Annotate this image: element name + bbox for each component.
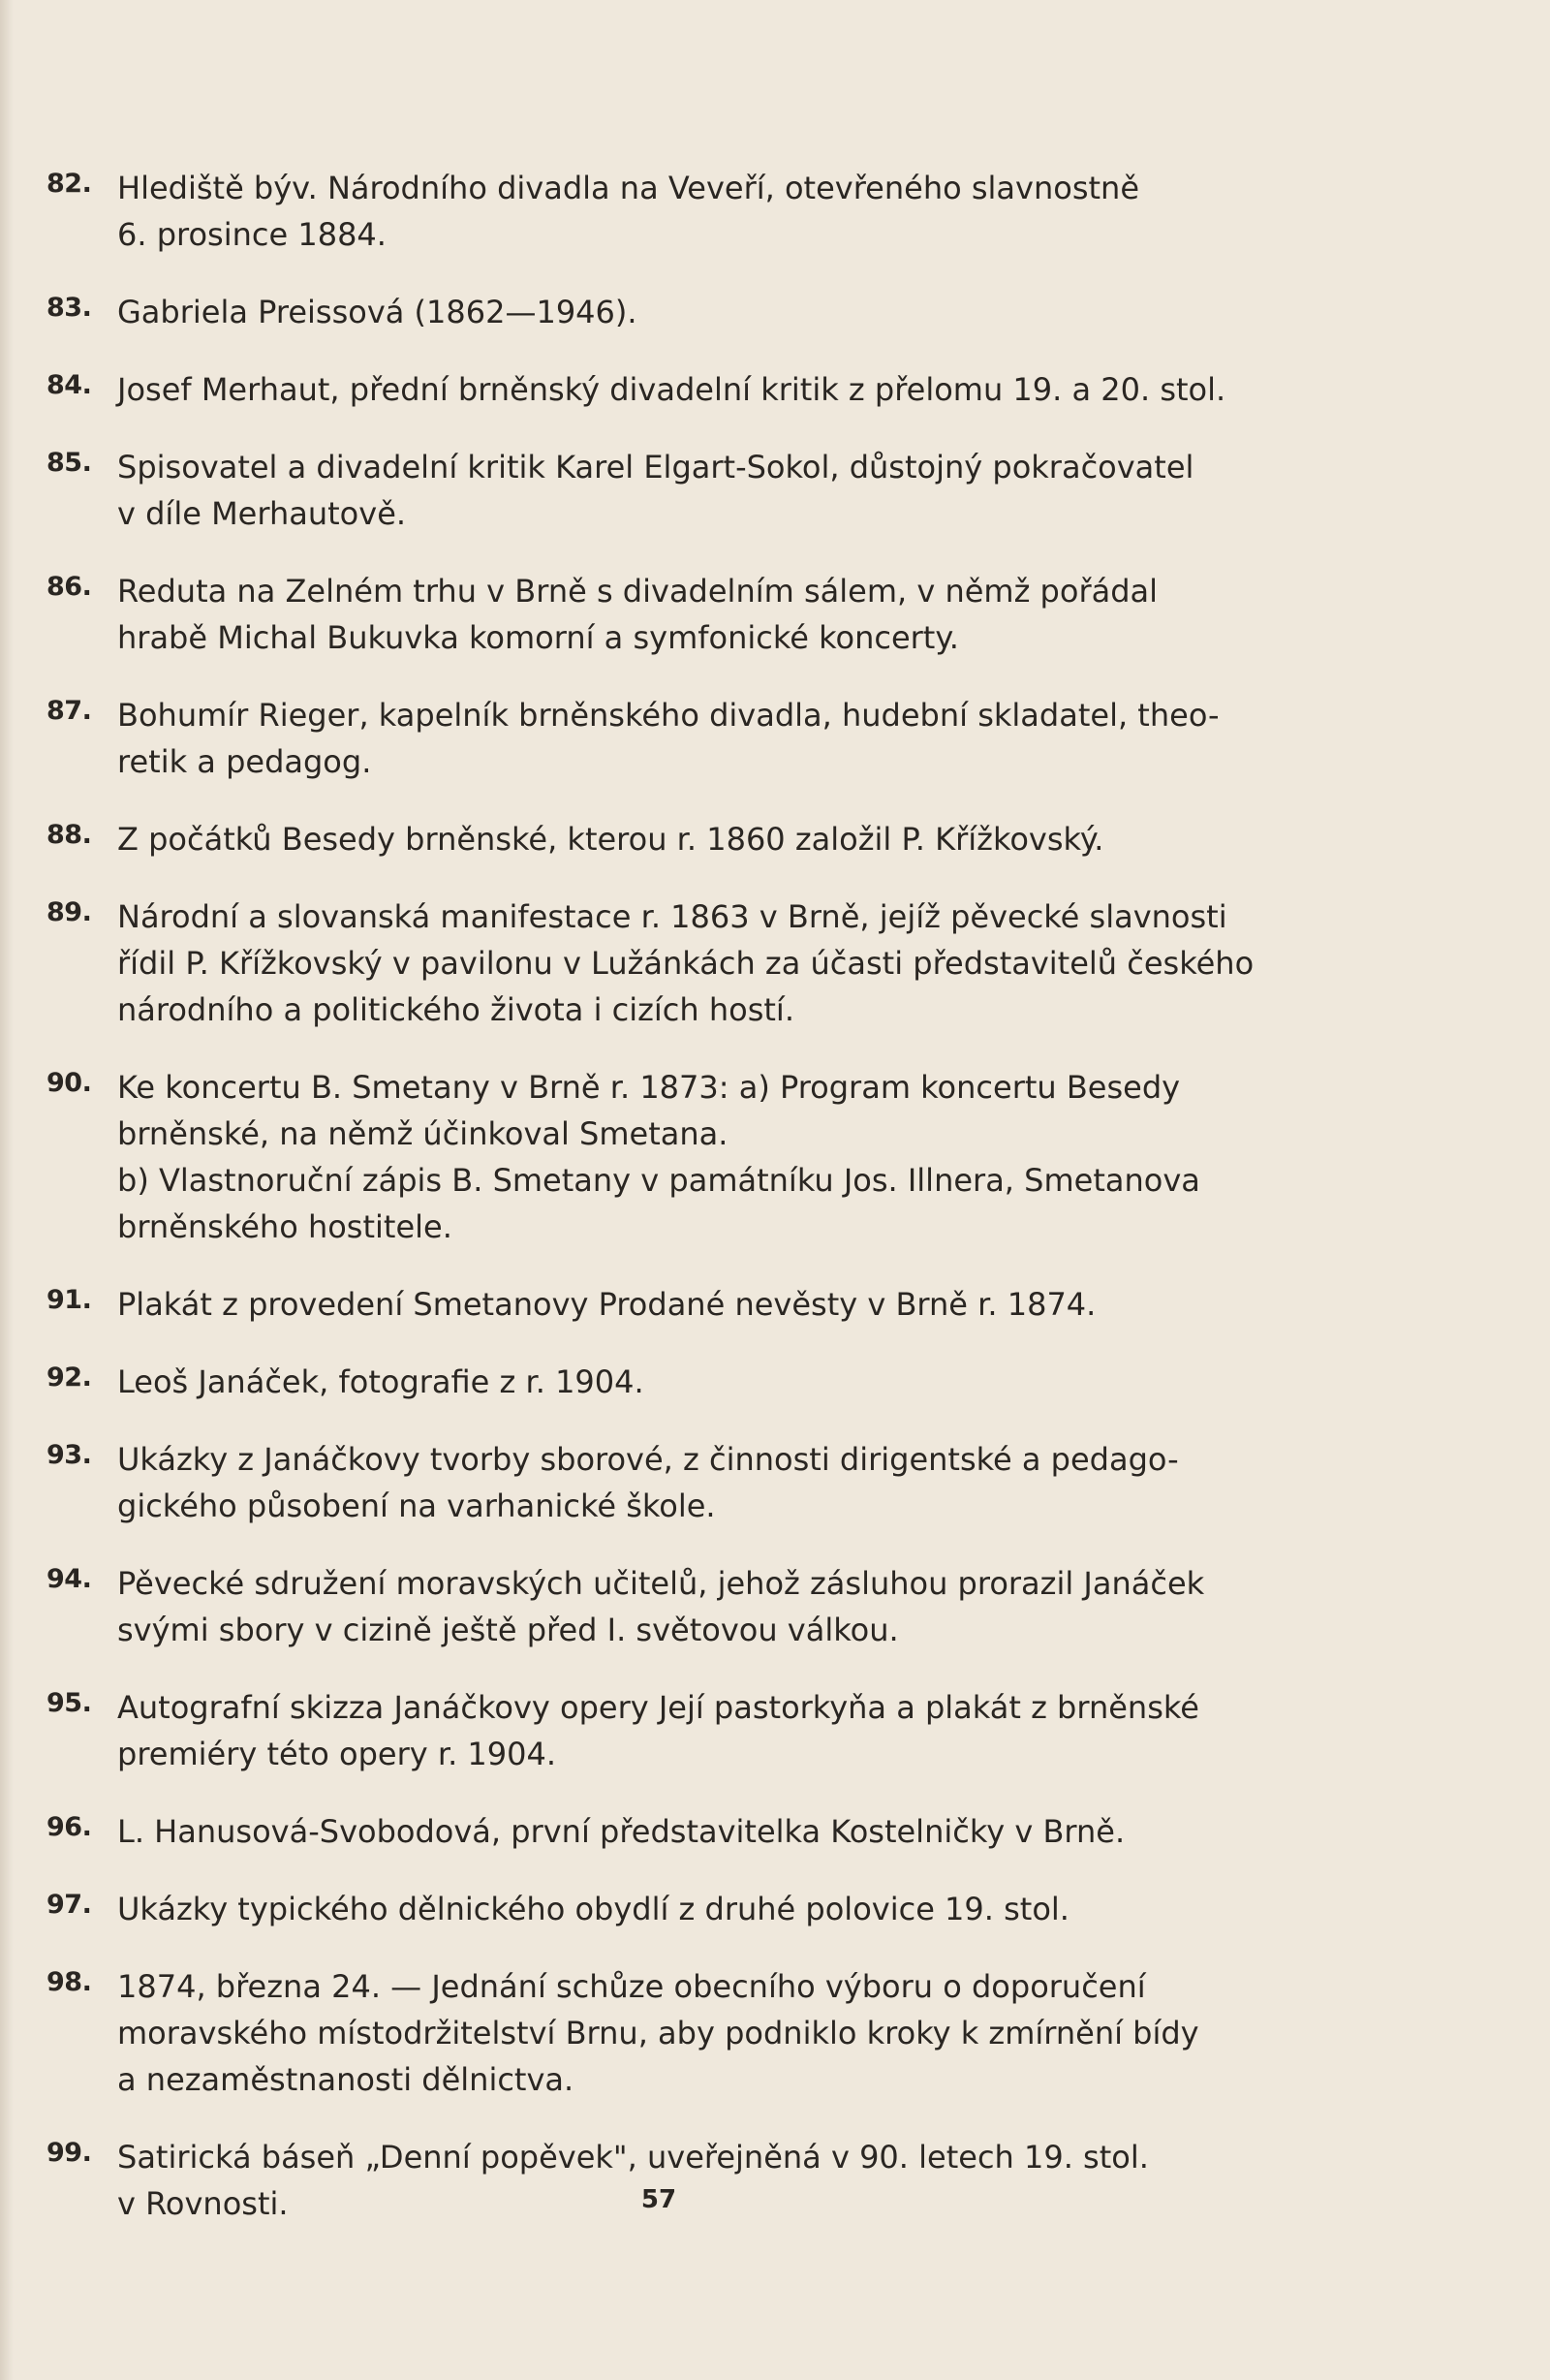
caption-entry [0, 1436, 1550, 1529]
caption-entry [0, 568, 1550, 661]
caption-text: Ukázky z Janáčkovy tvorby sborové, z činnosti dirigentské a pedago- gického působení na varhanické škole. [117, 1441, 1179, 1524]
caption-number: 86. [46, 572, 92, 602]
caption-text: Hlediště býv. Národního divadla na Veveří, otevřeného slavnostně 6. prosince 1884. [117, 170, 1140, 253]
caption-text: L. Hanusová-Svobodová, první představitelka Kostelničky v Brně. [117, 1813, 1126, 1850]
caption-number: 94. [46, 1564, 92, 1594]
caption-number: 89. [46, 897, 92, 927]
caption-entry [0, 366, 1550, 413]
caption-number: 93. [46, 1440, 92, 1470]
caption-number: 88. [46, 820, 92, 850]
caption-text: Národní a slovanská manifestace r. 1863 v Brně, jejíž pěvecké slavnosti řídil P. Křížkovský v pavilonu v Lužánkách za účasti představitelů českého národního a politického života i cizích hostí. [117, 898, 1255, 1028]
caption-list [0, 165, 1550, 2258]
caption-entry [0, 165, 1550, 258]
caption-text: Satirická báseň „Denní popěvek", uveřejněná v 90. letech 19. stol. v Rovnosti. [117, 2139, 1149, 2222]
caption-entry [0, 816, 1550, 862]
caption-entry [0, 893, 1550, 1033]
caption-text: Reduta na Zelném trhu v Brně s divadelním sálem, v němž pořádal hrabě Michal Bukuvka komorní a symfonické koncerty. [117, 573, 1159, 656]
caption-number: 83. [46, 293, 92, 323]
caption-entry [0, 1808, 1550, 1855]
caption-number: 98. [46, 1967, 92, 1997]
caption-entry [0, 1560, 1550, 1653]
caption-number: 96. [46, 1812, 92, 1842]
caption-entry [0, 1064, 1550, 1250]
caption-text: Z počátků Besedy brněnské, kterou r. 1860 založil P. Křížkovský. [117, 821, 1104, 858]
caption-entry [0, 1281, 1550, 1328]
caption-text: Spisovatel a divadelní kritik Karel Elgart-Sokol, důstojný pokračovatel v díle Merhautově. [117, 449, 1194, 532]
caption-entry [0, 444, 1550, 537]
caption-entry [0, 692, 1550, 785]
caption-number: 99. [46, 2138, 92, 2168]
caption-number: 84. [46, 370, 92, 400]
caption-text: Leoš Janáček, fotografie z r. 1904. [117, 1363, 644, 1400]
caption-number: 97. [46, 1890, 92, 1920]
caption-number: 87. [46, 696, 92, 726]
caption-text: Ke koncertu B. Smetany v Brně r. 1873: a) Program koncertu Besedy brněnské, na němž účinkoval Smetana. b) Vlastnoruční zápis B. Smetany v památníku Jos. Illnera, Smetanova brněnského hostitele. [117, 1069, 1200, 1245]
caption-entry [0, 1359, 1550, 1405]
caption-entry [0, 1684, 1550, 1777]
caption-text: Gabriela Preissová (1862—1946). [117, 294, 637, 330]
caption-text: Plakát z provedení Smetanovy Prodané nevěsty v Brně r. 1874. [117, 1286, 1097, 1323]
caption-entry [0, 1886, 1550, 1932]
caption-number: 91. [46, 1285, 92, 1315]
caption-number: 90. [46, 1068, 92, 1098]
caption-text: Autografní skizza Janáčkovy opery Její pastorkyňa a plakát z brněnské premiéry této opery r. 1904. [117, 1689, 1199, 1772]
caption-number: 92. [46, 1362, 92, 1393]
caption-text: Pěvecké sdružení moravských učitelů, jehož zásluhou prorazil Janáček svými sbory v cizině ještě před I. světovou válkou. [117, 1565, 1205, 1648]
page-number: 57 [640, 2185, 677, 2214]
caption-entry [0, 1963, 1550, 2103]
caption-text: Josef Merhaut, přední brněnský divadelní kritik z přelomu 19. a 20. stol. [117, 371, 1226, 408]
caption-entry [0, 289, 1550, 335]
caption-number: 82. [46, 169, 92, 199]
caption-entry [0, 2134, 1550, 2227]
caption-text: Ukázky typického dělnického obydlí z druhé polovice 19. stol. [117, 1891, 1070, 1927]
caption-number: 95. [46, 1688, 92, 1718]
caption-text: 1874, března 24. — Jednání schůze obecního výboru o doporučení moravského místodržitelství Brnu, aby podniklo kroky k zmírnění bídy a nezaměstnanosti dělnictva. [117, 1968, 1199, 2098]
caption-text: Bohumír Rieger, kapelník brněnského divadla, hudební skladatel, theo- retik a pedagog. [117, 697, 1220, 780]
caption-number: 85. [46, 448, 92, 478]
